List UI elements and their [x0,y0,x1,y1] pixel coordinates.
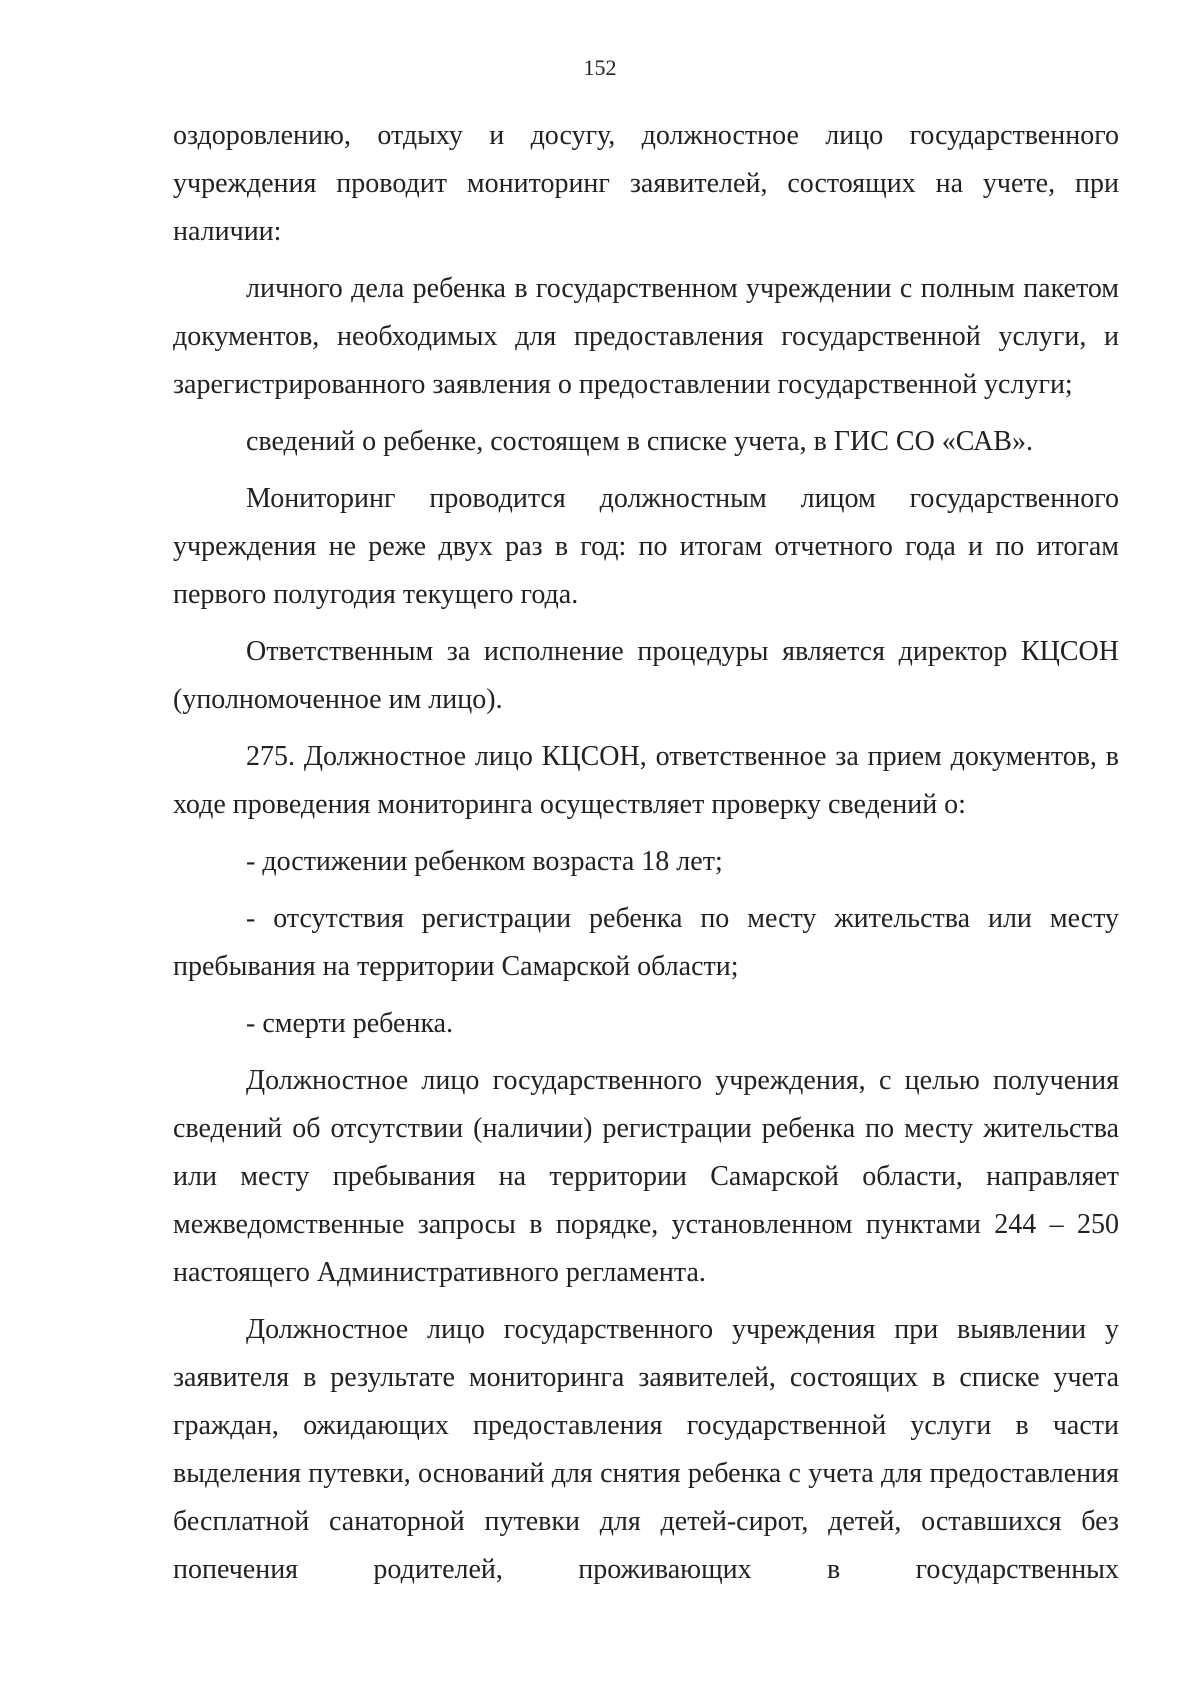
list-item: - отсутствия регистрации ребенка по месту жительства или месту пребывания на территории Самарской области; [173,903,1119,982]
paragraph: личного дела ребенка в государственном учреждении с полным пакетом документов, необходимых для предоставления государственной услуги, и зарегистрированного заявления о предоставлении государственной услуги; [173,273,1119,400]
paragraph: Должностное лицо государственного учреждения, с целью получения сведений об отсутствии (наличии) регистрации ребенка по месту жительства или месту пребывания на территории Самарской области, направляет межведомственные запросы в порядке, установленном пунктами 244 – 250 настоящего Административного регламента. [173,1065,1119,1288]
document-body [173,112,1119,1594]
paragraph: Мониторинг проводится должностным лицом государственного учреждения не реже двух раз в год: по итогам отчетного года и по итогам первого полугодия текущего года. [173,483,1119,610]
page-number: 152 [583,55,617,80]
paragraph: сведений о ребенке, состоящем в списке учета, в ГИС СО «САВ». [246,426,1033,457]
paragraph: Должностное лицо государственного учреждения при выявлении у заявителя в результате мониторинга заявителей, состоящих в списке учета граждан, ожидающих предоставления государственной услуги в части выделения путевки, оснований для снятия ребенка с учета для предоставления бесплатной санаторной путевки для детей-сирот, детей, оставшихся без попечения родителей, проживающих в государственных [173,1314,1119,1585]
list-item: - смерти ребенка. [246,1008,454,1039]
paragraph: Ответственным за исполнение процедуры является директор КЦСОН (уполномоченное им лицо). [173,636,1119,715]
paragraph: 275. Должностное лицо КЦСОН, ответственное за прием документов, в ходе проведения мониторинга осуществляет проверку сведений о: [173,741,1119,820]
list-item: - достижении ребенком возраста 18 лет; [246,846,723,877]
paragraph: оздоровлению, отдыху и досугу, должностное лицо государственного учреждения проводит мониторинг заявителей, состоящих на учете, при наличии: [173,120,1119,247]
